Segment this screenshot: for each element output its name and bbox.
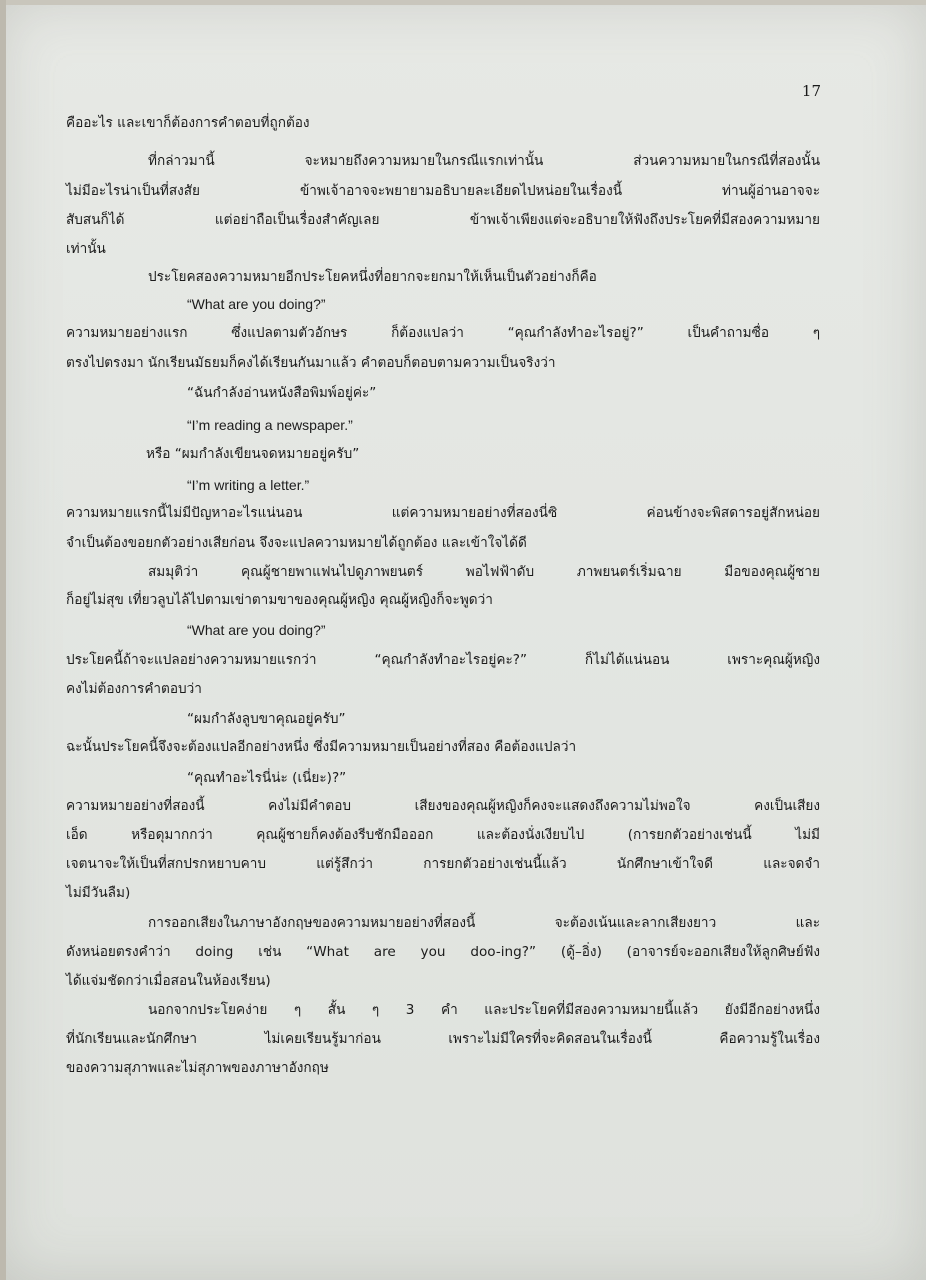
thai-example: “คุณทำอะไรนี่น่ะ (เนี่ยะ)?”: [187, 770, 347, 786]
text-line: ความหมายอย่างที่สองนี้ คงไม่มีคำตอบ เสียงของคุณผู้หญิงก็คงจะแสดงถึงความไม่พอใจ คงเป็นเสียง: [66, 798, 820, 814]
text-line: เอ็ด หรือดุมากกว่า คุณผู้ชายก็คงต้องรีบชักมือออก และต้องนั่งเงียบไป (การยกตัวอย่างเช่นนี้ ไม่มี: [66, 827, 820, 843]
text-line: ตรงไปตรงมา นักเรียนมัธยมก็คงได้เรียนกันมาแล้ว คำตอบก็ตอบตามความเป็นจริงว่า: [66, 355, 556, 371]
text-line: ที่นักเรียนและนักศึกษา ไม่เคยเรียนรู้มาก่อน เพราะไม่มีใครที่จะคิดสอนในเรื่องนี้ คือความรู้ในเรื่อง: [66, 1031, 820, 1047]
text-line: จำเป็นต้องขอยกตัวอย่างเสียก่อน จึงจะแปลความหมายได้ถูกต้อง และเข้าใจได้ดี: [66, 535, 527, 551]
text-line: ดังหน่อยตรงคำว่า doing เช่น “What are you doo-ing?” (ดู้–อิ่ง) (อาจารย์จะออกเสียงให้ลูกศิษย์ฟัง: [66, 944, 820, 960]
text-line: ไม่มีอะไรน่าเป็นที่สงสัย ข้าพเจ้าอาจจะพยายามอธิบายละเอียดไปหน่อยในเรื่องนี้ ท่านผู้อ่านอาจจะ: [66, 183, 820, 199]
text-line: เจตนาจะให้เป็นที่สกปรกหยาบคาบ แต่รู้สึกว่า การยกตัวอย่างเช่นนี้แล้ว นักศึกษาเข้าใจดี และจดจำ: [66, 856, 820, 872]
text-line: ประโยคนี้ถ้าจะแปลอย่างความหมายแรกว่า “คุณกำลังทำอะไรอยู่คะ?” ก็ไม่ได้แน่นอน เพราะคุณผู้หญิง: [66, 652, 820, 668]
text-line: สมมุติว่า คุณผู้ชายพาแฟนไปดูภาพยนตร์ พอไฟฟ้าดับ ภาพยนตร์เริ่มฉาย มือของคุณผู้ชาย: [148, 564, 820, 580]
text-line: ความหมายแรกนี้ไม่มีปัญหาอะไรแน่นอน แต่ความหมายอย่างที่สองนี่ซิ ค่อนข้างจะพิสดารอยู่สักหน่อย: [66, 505, 820, 521]
thai-example: “ผมกำลังลูบขาคุณอยู่ครับ”: [187, 711, 346, 727]
english-example: “I’m writing a letter.”: [187, 477, 310, 493]
thai-example: หรือ “ผมกำลังเขียนจดหมายอยู่ครับ”: [146, 446, 360, 462]
text-line: การออกเสียงในภาษาอังกฤษของความหมายอย่างที่สองนี้ จะต้องเน้นและลากเสียงยาว และ: [148, 915, 820, 931]
text-line: ประโยคสองความหมายอีกประโยคหนึ่งที่อยากจะยกมาให้เห็นเป็นตัวอย่างก็คือ: [148, 269, 597, 285]
text-line: ของความสุภาพและไม่สุภาพของภาษาอังกฤษ: [66, 1060, 329, 1076]
text-line: ที่กล่าวมานี้ จะหมายถึงความหมายในกรณีแรกเท่านั้น ส่วนความหมายในกรณีที่สองนั้น: [148, 153, 820, 169]
thai-example: “ฉันกำลังอ่านหนังสือพิมพ์อยู่ค่ะ”: [187, 385, 377, 401]
english-example: “I’m reading a newspaper.”: [187, 417, 353, 433]
text-line: เท่านั้น: [66, 241, 106, 257]
text-line: คงไม่ต้องการคำตอบว่า: [66, 681, 202, 697]
page-left-edge: [0, 0, 6, 1280]
page-top-edge: [0, 0, 926, 5]
text-line: ความหมายอย่างแรก ซึ่งแปลตามตัวอักษร ก็ต้องแปลว่า “คุณกำลังทำอะไรอยู่?” เป็นคำถามซื่อ ๆ: [66, 325, 820, 341]
english-example: “What are you doing?”: [187, 296, 326, 312]
text-line: ได้แจ่มชัดกว่าเมื่อสอนในห้องเรียน): [66, 973, 271, 989]
page-number: 17: [801, 82, 821, 100]
text-line: นอกจากประโยคง่าย ๆ สั้น ๆ 3 คำ และประโยคที่มีสองความหมายนี้แล้ว ยังมีอีกอย่างหนึ่ง: [148, 1002, 820, 1018]
english-example: “What are you doing?”: [187, 622, 326, 638]
text-line: สับสนก็ได้ แต่อย่าถือเป็นเรื่องสำคัญเลย ข้าพเจ้าเพียงแต่จะอธิบายให้ฟังถึงประโยคที่มีสองความหมาย: [66, 212, 820, 228]
text-line: คืออะไร และเขาก็ต้องการคำตอบที่ถูกต้อง: [66, 115, 310, 131]
text-line: ฉะนั้นประโยคนี้จึงจะต้องแปลอีกอย่างหนึ่ง ซึ่งมีความหมายเป็นอย่างที่สอง คือต้องแปลว่า: [66, 739, 577, 755]
text-line: ก็อยู่ไม่สุข เที่ยวลูบไล้ไปตามเข่าตามขาของคุณผู้หญิง คุณผู้หญิงก็จะพูดว่า: [66, 592, 493, 608]
text-line: ไม่มีวันลืม): [66, 885, 131, 901]
